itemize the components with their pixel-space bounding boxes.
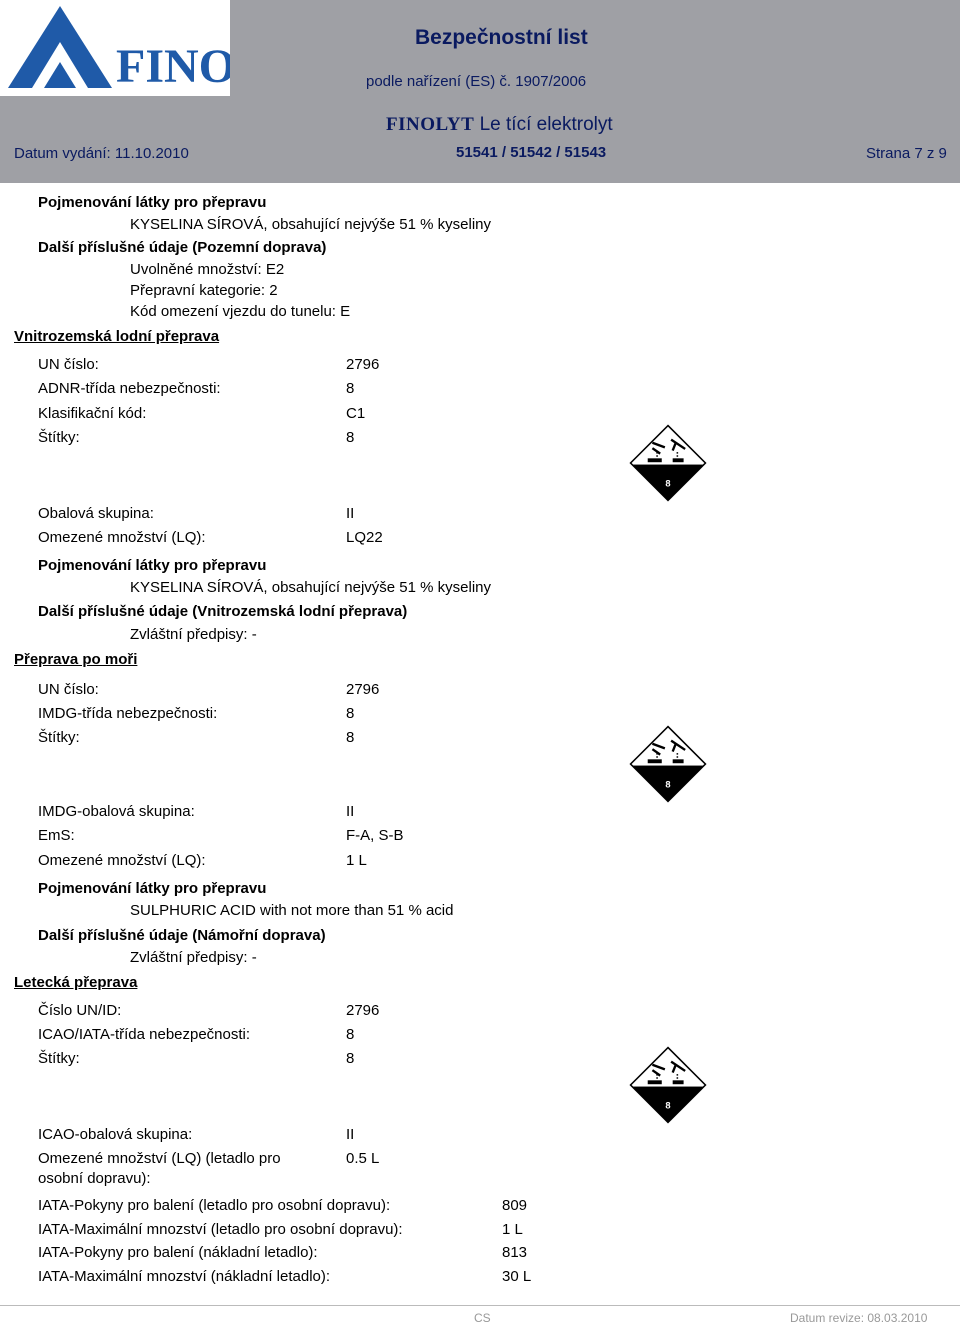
iata-row-value: 1 L: [502, 1221, 523, 1238]
footer-revision-date: Datum revize: 08.03.2010: [790, 1311, 928, 1325]
air-un-value: 2796: [346, 1002, 380, 1019]
sea-shipping-name: SULPHURIC ACID with not more than 51 % acid: [130, 902, 454, 919]
road-other-label: Další příslušné údaje (Pozemní doprava): [38, 239, 327, 256]
inland-class-value: 8: [346, 380, 355, 397]
road-transport-cat: Přepravní kategorie: 2: [130, 282, 278, 299]
air-lq-label-2: osobní dopravu):: [38, 1170, 151, 1187]
sea-labels-label: Štítky:: [38, 729, 80, 746]
sea-lq-label: Omezené množství (LQ):: [38, 852, 206, 869]
sea-other-label: Další příslušné údaje (Námořní doprava): [38, 927, 326, 944]
corrosive-icon: [629, 1046, 707, 1124]
road-shipping-name: KYSELINA SÍROVÁ, obsahující nejvýše 51 % kyseliny: [130, 216, 492, 233]
corrosive-hazard-label: [629, 424, 707, 502]
sea-shipping-name-label: Pojmenování látky pro přepravu: [38, 880, 267, 897]
document-title: Bezpečnostní list: [415, 26, 588, 49]
inland-shipping-name: KYSELINA SÍROVÁ, obsahující nejvýše 51 % kyseliny: [130, 579, 492, 596]
inland-pack-value: II: [346, 505, 355, 522]
air-un-label: Číslo UN/ID:: [38, 1002, 122, 1019]
sea-pack-value: II: [346, 803, 355, 820]
issue-date: Datum vydání: 11.10.2010: [14, 145, 189, 162]
corrosive-icon: [629, 725, 707, 803]
inland-code-value: C1: [346, 405, 366, 422]
road-exempt-qty: Uvolněné množství: E2: [130, 261, 285, 278]
svg-text:FINO: FINO: [116, 40, 230, 93]
sea-un-label: UN číslo:: [38, 681, 99, 698]
air-pack-value: II: [346, 1126, 355, 1143]
inland-labels-value: 8: [346, 429, 355, 446]
air-lq-label-1: Omezené množství (LQ) (letadlo pro: [38, 1150, 281, 1167]
inland-special: Zvláštní předpisy: -: [130, 626, 257, 643]
sea-heading: Přeprava po moři: [14, 651, 138, 668]
corrosive-hazard-label: [629, 725, 707, 803]
sea-ems-value: F-A, S-B: [346, 827, 404, 844]
inland-code-label: Klasifikační kód:: [38, 405, 147, 422]
iata-row-label: IATA-Pokyny pro balení (nákladní letadlo):: [38, 1244, 318, 1261]
inland-un-value: 2796: [346, 356, 380, 373]
air-lq-value: 0.5 L: [346, 1150, 380, 1167]
iata-row-label: IATA-Pokyny pro balení (letadlo pro osobní dopravu):: [38, 1197, 391, 1214]
inland-lq-label: Omezené množství (LQ):: [38, 529, 206, 546]
sea-ems-label: EmS:: [38, 827, 75, 844]
fino-logo-icon: [0, 0, 230, 96]
inland-shipping-name-label: Pojmenování látky pro přepravu: [38, 557, 267, 574]
svg-text:8: 8: [665, 779, 671, 790]
sea-class-value: 8: [346, 705, 355, 722]
sea-special: Zvláštní předpisy: -: [130, 949, 257, 966]
air-class-label: ICAO/IATA-třída nebezpečnosti:: [38, 1026, 251, 1043]
inland-other-label: Další příslušné údaje (Vnitrozemská lodní přeprava): [38, 603, 408, 620]
company-logo: [0, 0, 230, 96]
sea-un-value: 2796: [346, 681, 380, 698]
inland-un-label: UN číslo:: [38, 356, 99, 373]
inland-lq-value: LQ22: [346, 529, 383, 546]
road-tunnel-code: Kód omezení vjezdu do tunelu: E: [130, 303, 351, 320]
sea-pack-label: IMDG-obalová skupina:: [38, 803, 195, 820]
sea-labels-value: 8: [346, 729, 355, 746]
brand-name: FINOLYT: [386, 114, 475, 135]
page-header: [0, 0, 960, 183]
product-codes: 51541 / 51542 / 51543: [456, 144, 607, 161]
air-labels-value: 8: [346, 1050, 355, 1067]
corrosive-hazard-label: [629, 1046, 707, 1124]
road-shipping-name-label: Pojmenování látky pro přepravu: [38, 194, 267, 211]
iata-row-value: 813: [502, 1244, 528, 1261]
air-heading: Letecká přeprava: [14, 974, 138, 991]
inland-pack-label: Obalová skupina:: [38, 505, 154, 522]
inland-heading: Vnitrozemská lodní přeprava: [14, 328, 220, 345]
air-pack-label: ICAO-obalová skupina:: [38, 1126, 193, 1143]
iata-row-value: 809: [502, 1197, 528, 1214]
iata-row-label: IATA-Maximální mnozství (letadlo pro osobní dopravu):: [38, 1221, 403, 1238]
page-number: Strana 7 z 9: [866, 145, 947, 162]
product-name: [386, 114, 613, 136]
corrosive-icon: [629, 424, 707, 502]
product-subname: Le tící elektrolyt: [479, 114, 613, 135]
footer-language: CS: [474, 1311, 491, 1325]
iata-row-value: 30 L: [502, 1268, 532, 1285]
inland-class-label: ADNR-třída nebezpečnosti:: [38, 380, 221, 397]
sea-class-label: IMDG-třída nebezpečnosti:: [38, 705, 218, 722]
air-labels-label: Štítky:: [38, 1050, 80, 1067]
air-class-value: 8: [346, 1026, 355, 1043]
iata-row-label: IATA-Maximální mnozství (nákladní letadlo):: [38, 1268, 331, 1285]
svg-text:8: 8: [665, 478, 671, 489]
svg-text:8: 8: [665, 1100, 671, 1111]
inland-labels-label: Štítky:: [38, 429, 80, 446]
sea-lq-value: 1 L: [346, 852, 367, 869]
regulation: podle nařízení (ES) č. 1907/2006: [366, 73, 587, 90]
footer-divider: [0, 1305, 960, 1306]
